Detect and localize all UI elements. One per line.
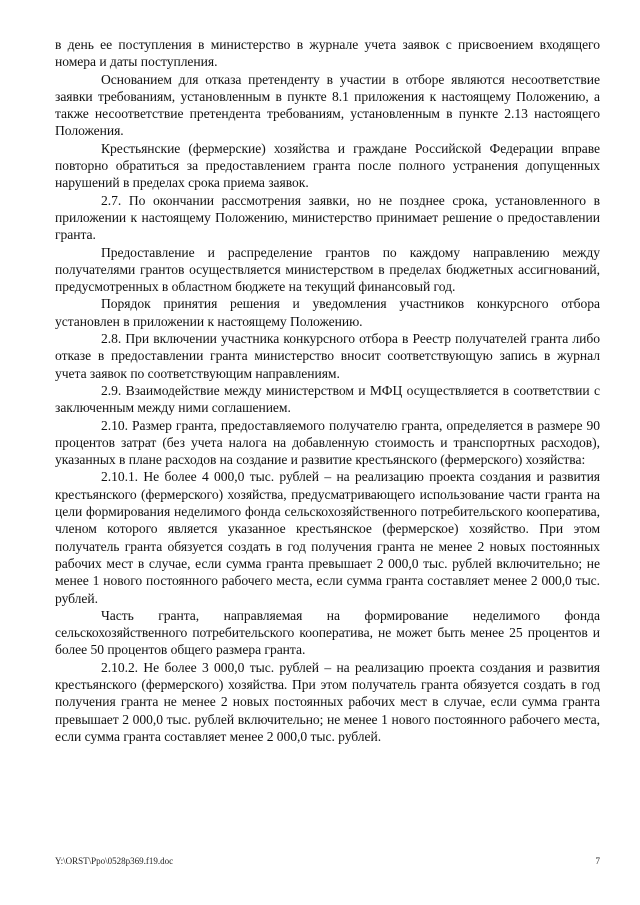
page-number: 7 <box>595 856 600 866</box>
paragraph: 2.9. Взаимодействие между министерством и МФЦ осуществляется в соответствии с заключенным между ними соглашением. <box>55 382 600 416</box>
paragraph: Порядок принятия решения и уведомления участников конкурсного отбора установлен в приложении к настоящему Положению. <box>55 296 600 329</box>
paragraph: Крестьянские (фермерские) хозяйства и граждане Российской Федерации вправе повторно обратиться за предоставлением гранта после полного устранения допущенных нарушений в пределах срока приема заявок. <box>55 140 600 191</box>
paragraph: Основанием для отказа претенденту в участии в отборе являются несоответствие заявки требованиям, установленным в пункте 8.1 приложения к настоящему Положению, а также несоответствие претендента требованиям, установленным в пункте 2.13 настоящего Положения. <box>55 71 600 139</box>
paragraph: Часть гранта, направляемая на формирование неделимого фонда сельскохозяйственного потребительского кооператива, не может быть менее 25 процентов и более 50 процентов общего размера гранта. <box>55 607 600 658</box>
paragraph: 2.10. Размер гранта, предоставляемого получателю гранта, определяется в размере 90 процентов затрат (без учета налога на добавленную стоимость и транспортных расходов), указанных в плане расходов на создание и развитие крестьянского (фермерского) хозяйства: <box>55 417 600 468</box>
document-body <box>55 36 600 745</box>
footer-file-path: Y:\ORST\Ppo\0528p369.f19.doc <box>55 856 174 866</box>
paragraph: в день ее поступления в министерство в журнале учета заявок с присвоением входящего номера и даты поступления. <box>55 37 600 70</box>
paragraph: 2.10.1. Не более 4 000,0 тыс. рублей – на реализацию проекта создания и развития крестьянского (фермерского) хозяйства, предусматривающего использование части гранта на цели формирования неделимого фонда сельскохозяйственного потребительского кооператива, членом которого является указанное крестьянское (фермерское) хозяйство. При этом получатель гранта обязуется создать в год получения гранта не менее 2 новых постоянных рабочих мест в случае, если сумма гранта превышает 2 000,0 тыс. рублей включительно; не менее 1 нового постоянного рабочего места, если сумма гранта составляет менее 2 000,0 тыс. рублей. <box>55 469 600 606</box>
paragraph: 2.7. По окончании рассмотрения заявки, но не позднее срока, установленного в приложении к настоящему Положению, министерство принимает решение о предоставлении гранта. <box>55 192 600 243</box>
paragraph: Предоставление и распределение грантов по каждому направлению между получателями грантов осуществляется министерством в пределах бюджетных ассигнований, предусмотренных в областном бюджете на текущий финансовый год. <box>55 244 600 295</box>
paragraph: 2.10.2. Не более 3 000,0 тыс. рублей – на реализацию проекта создания и развития крестьянского (фермерского) хозяйства. При этом получатель гранта обязуется создать в год получения гранта не менее 2 новых постоянных рабочих мест в случае, если сумма гранта превышает 2 000,0 тыс. рублей включительно; не менее 1 нового постоянного рабочего места, если сумма гранта составляет менее 2 000,0 тыс. рублей. <box>55 659 600 744</box>
paragraph: 2.8. При включении участника конкурсного отбора в Реестр получателей гранта либо отказе в предоставлении гранта министерство вносит соответствующую запись в журнал учета заявок по соответствующим направлениям. <box>55 331 600 381</box>
